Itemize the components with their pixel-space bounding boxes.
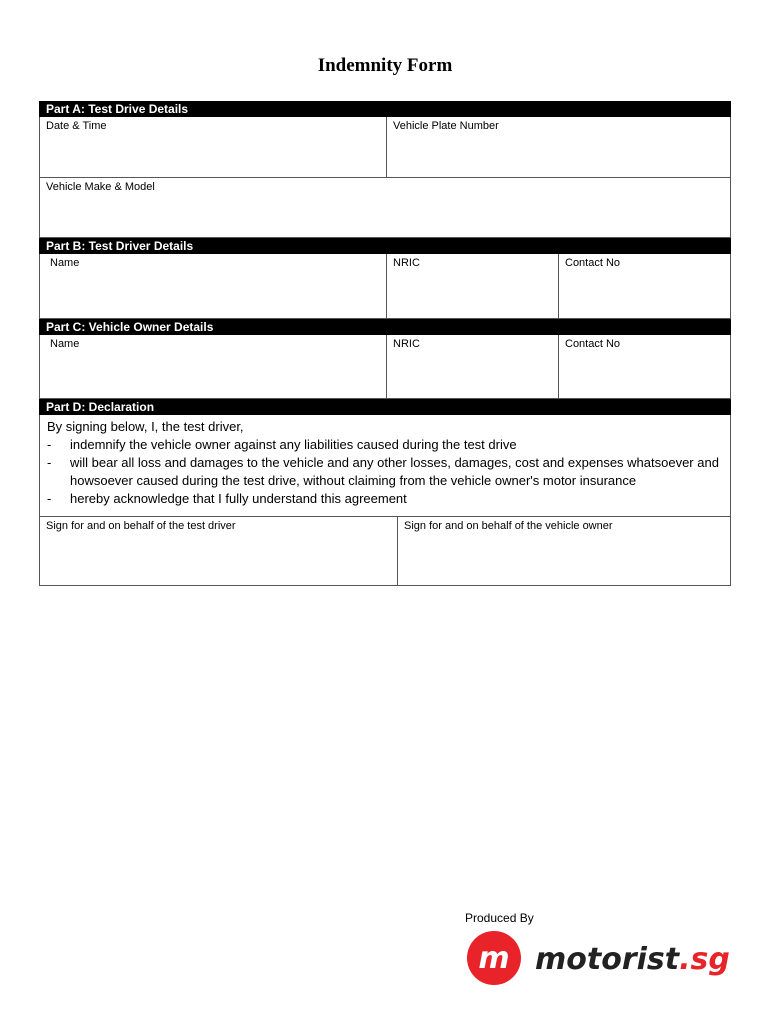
declaration-text [39,415,731,517]
driver-name-field[interactable] [40,254,386,318]
driver-signature-label: Sign for and on behalf of the test driver [46,520,236,532]
part-c-header: Part C: Vehicle Owner Details [39,319,731,335]
declaration-item-text: indemnify the vehicle owner against any liabilities caused during the test drive [70,437,517,452]
owner-signature-field[interactable] [397,517,730,585]
part-a-row-2 [39,178,731,238]
declaration-item: - indemnify the vehicle owner against any liabilities caused during the test drive [47,437,517,452]
motorist-logo-wordmark: motorist.sg [535,942,730,977]
form-title: Indemnity Form [317,55,453,76]
owner-contact-label: Contact No [565,338,621,350]
driver-contact-label: Contact No [565,257,621,269]
signature-row [39,517,731,586]
make-model-label: Vehicle Make & Model [46,181,155,193]
owner-name-field[interactable] [40,335,386,398]
plate-number-field[interactable] [386,117,730,177]
part-d-header: Part D: Declaration [39,399,731,415]
part-a-row-1 [39,117,731,178]
motorist-logo-m-icon: m [478,941,510,976]
driver-signature-field[interactable] [40,517,397,585]
indemnity-form [39,101,731,586]
declaration-item-text: hereby acknowledge that I fully understand this agreement [70,491,407,506]
date-time-field[interactable] [40,117,386,177]
part-b-header: Part B: Test Driver Details [39,238,731,254]
make-model-field[interactable] [40,178,730,237]
owner-name-label: Name [50,338,80,350]
driver-nric-field[interactable] [386,254,558,318]
owner-contact-field[interactable] [558,335,730,398]
declaration-item: - will bear all loss and damages to the vehicle and any other losses, damages, cost and expenses whatsoever and howsoever caused during the test drive, without claiming from the vehicle owner's motor insurance [47,454,723,490]
motorist-logo [466,930,730,986]
driver-nric-label: NRIC [393,257,420,269]
owner-signature-label: Sign for and on behalf of the vehicle owner [404,520,613,532]
owner-nric-label: NRIC [393,338,420,350]
part-a-header: Part A: Test Drive Details [39,101,731,117]
plate-number-label: Vehicle Plate Number [393,120,499,132]
owner-nric-field[interactable] [386,335,558,398]
driver-contact-field[interactable] [558,254,730,318]
date-time-label: Date & Time [46,120,107,132]
declaration-item-text: will bear all loss and damages to the vehicle and any other losses, damages, cost and expenses whatsoever and howsoever caused during the test drive, without claiming from the vehicle owner's motor insurance [70,455,719,488]
part-c-row [39,335,731,399]
part-b-row [39,254,731,319]
declaration-item: - hereby acknowledge that I fully understand this agreement [47,491,407,506]
driver-name-label: Name [50,257,80,269]
produced-by-label: Produced By [465,911,534,925]
declaration-intro: By signing below, I, the test driver, [47,419,244,434]
